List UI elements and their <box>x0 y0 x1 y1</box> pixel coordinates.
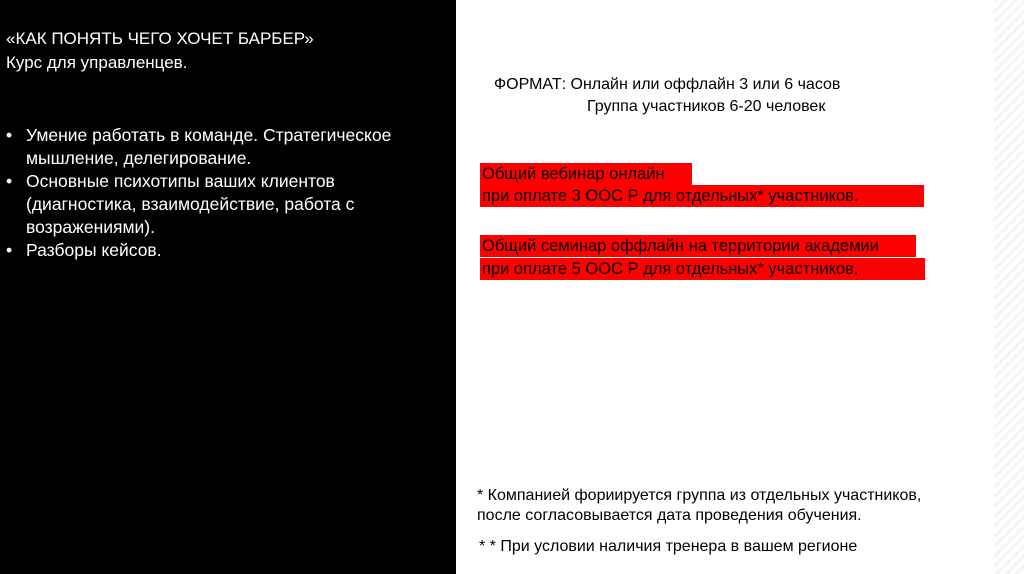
footnote-group-line2: после согласовывается дата проведения обучения. <box>477 507 862 524</box>
bullet-line: (диагностика, взаимодействие, работа с <box>26 194 355 214</box>
footnote-group-line1: * Компанией фориируется группа из отдельных участников, <box>477 487 922 504</box>
bullet-icon: • <box>6 171 13 191</box>
group-size-line: Группа участников 6-20 человек <box>587 98 826 115</box>
bullet-line: возражениями). <box>26 217 155 237</box>
format-line: ФОРМАТ: Онлайн или оффлайн 3 или 6 часов <box>494 76 841 93</box>
bullet-item-psychotypes <box>4 170 454 239</box>
footnote-trainer: * * При условии наличия тренера в вашем регионе <box>479 538 858 555</box>
bullet-icon: • <box>6 125 13 145</box>
left-panel <box>0 0 456 574</box>
bullet-line: мышление, делегирование. <box>26 148 252 168</box>
bullet-icon: • <box>6 240 13 260</box>
webinar-title: Общий вебинар онлайн <box>480 163 692 185</box>
bullet-item-cases <box>4 239 454 262</box>
webinar-price: при оплате 3 ООС Р для отдельных* участников. <box>480 185 924 207</box>
bullet-line: Основные психотипы ваших клиентов <box>26 171 335 191</box>
bullet-list <box>4 124 454 262</box>
bullet-line: Умение работать в команде. Стратегическое <box>26 125 392 145</box>
seminar-title: Общий семинар оффлайн на территории академии <box>480 235 916 257</box>
bullet-line: Разборы кейсов. <box>26 240 162 260</box>
course-subtitle: Курс для управленцев. <box>6 53 188 72</box>
seminar-price: при оплате 5 ООС Р для отдельных* участников. <box>480 258 925 280</box>
bullet-item-teamwork <box>4 124 454 170</box>
course-title: «КАК ПОНЯТЬ ЧЕГО ХОЧЕТ БАРБЕР» <box>6 29 314 48</box>
decorative-edge <box>994 0 1024 574</box>
